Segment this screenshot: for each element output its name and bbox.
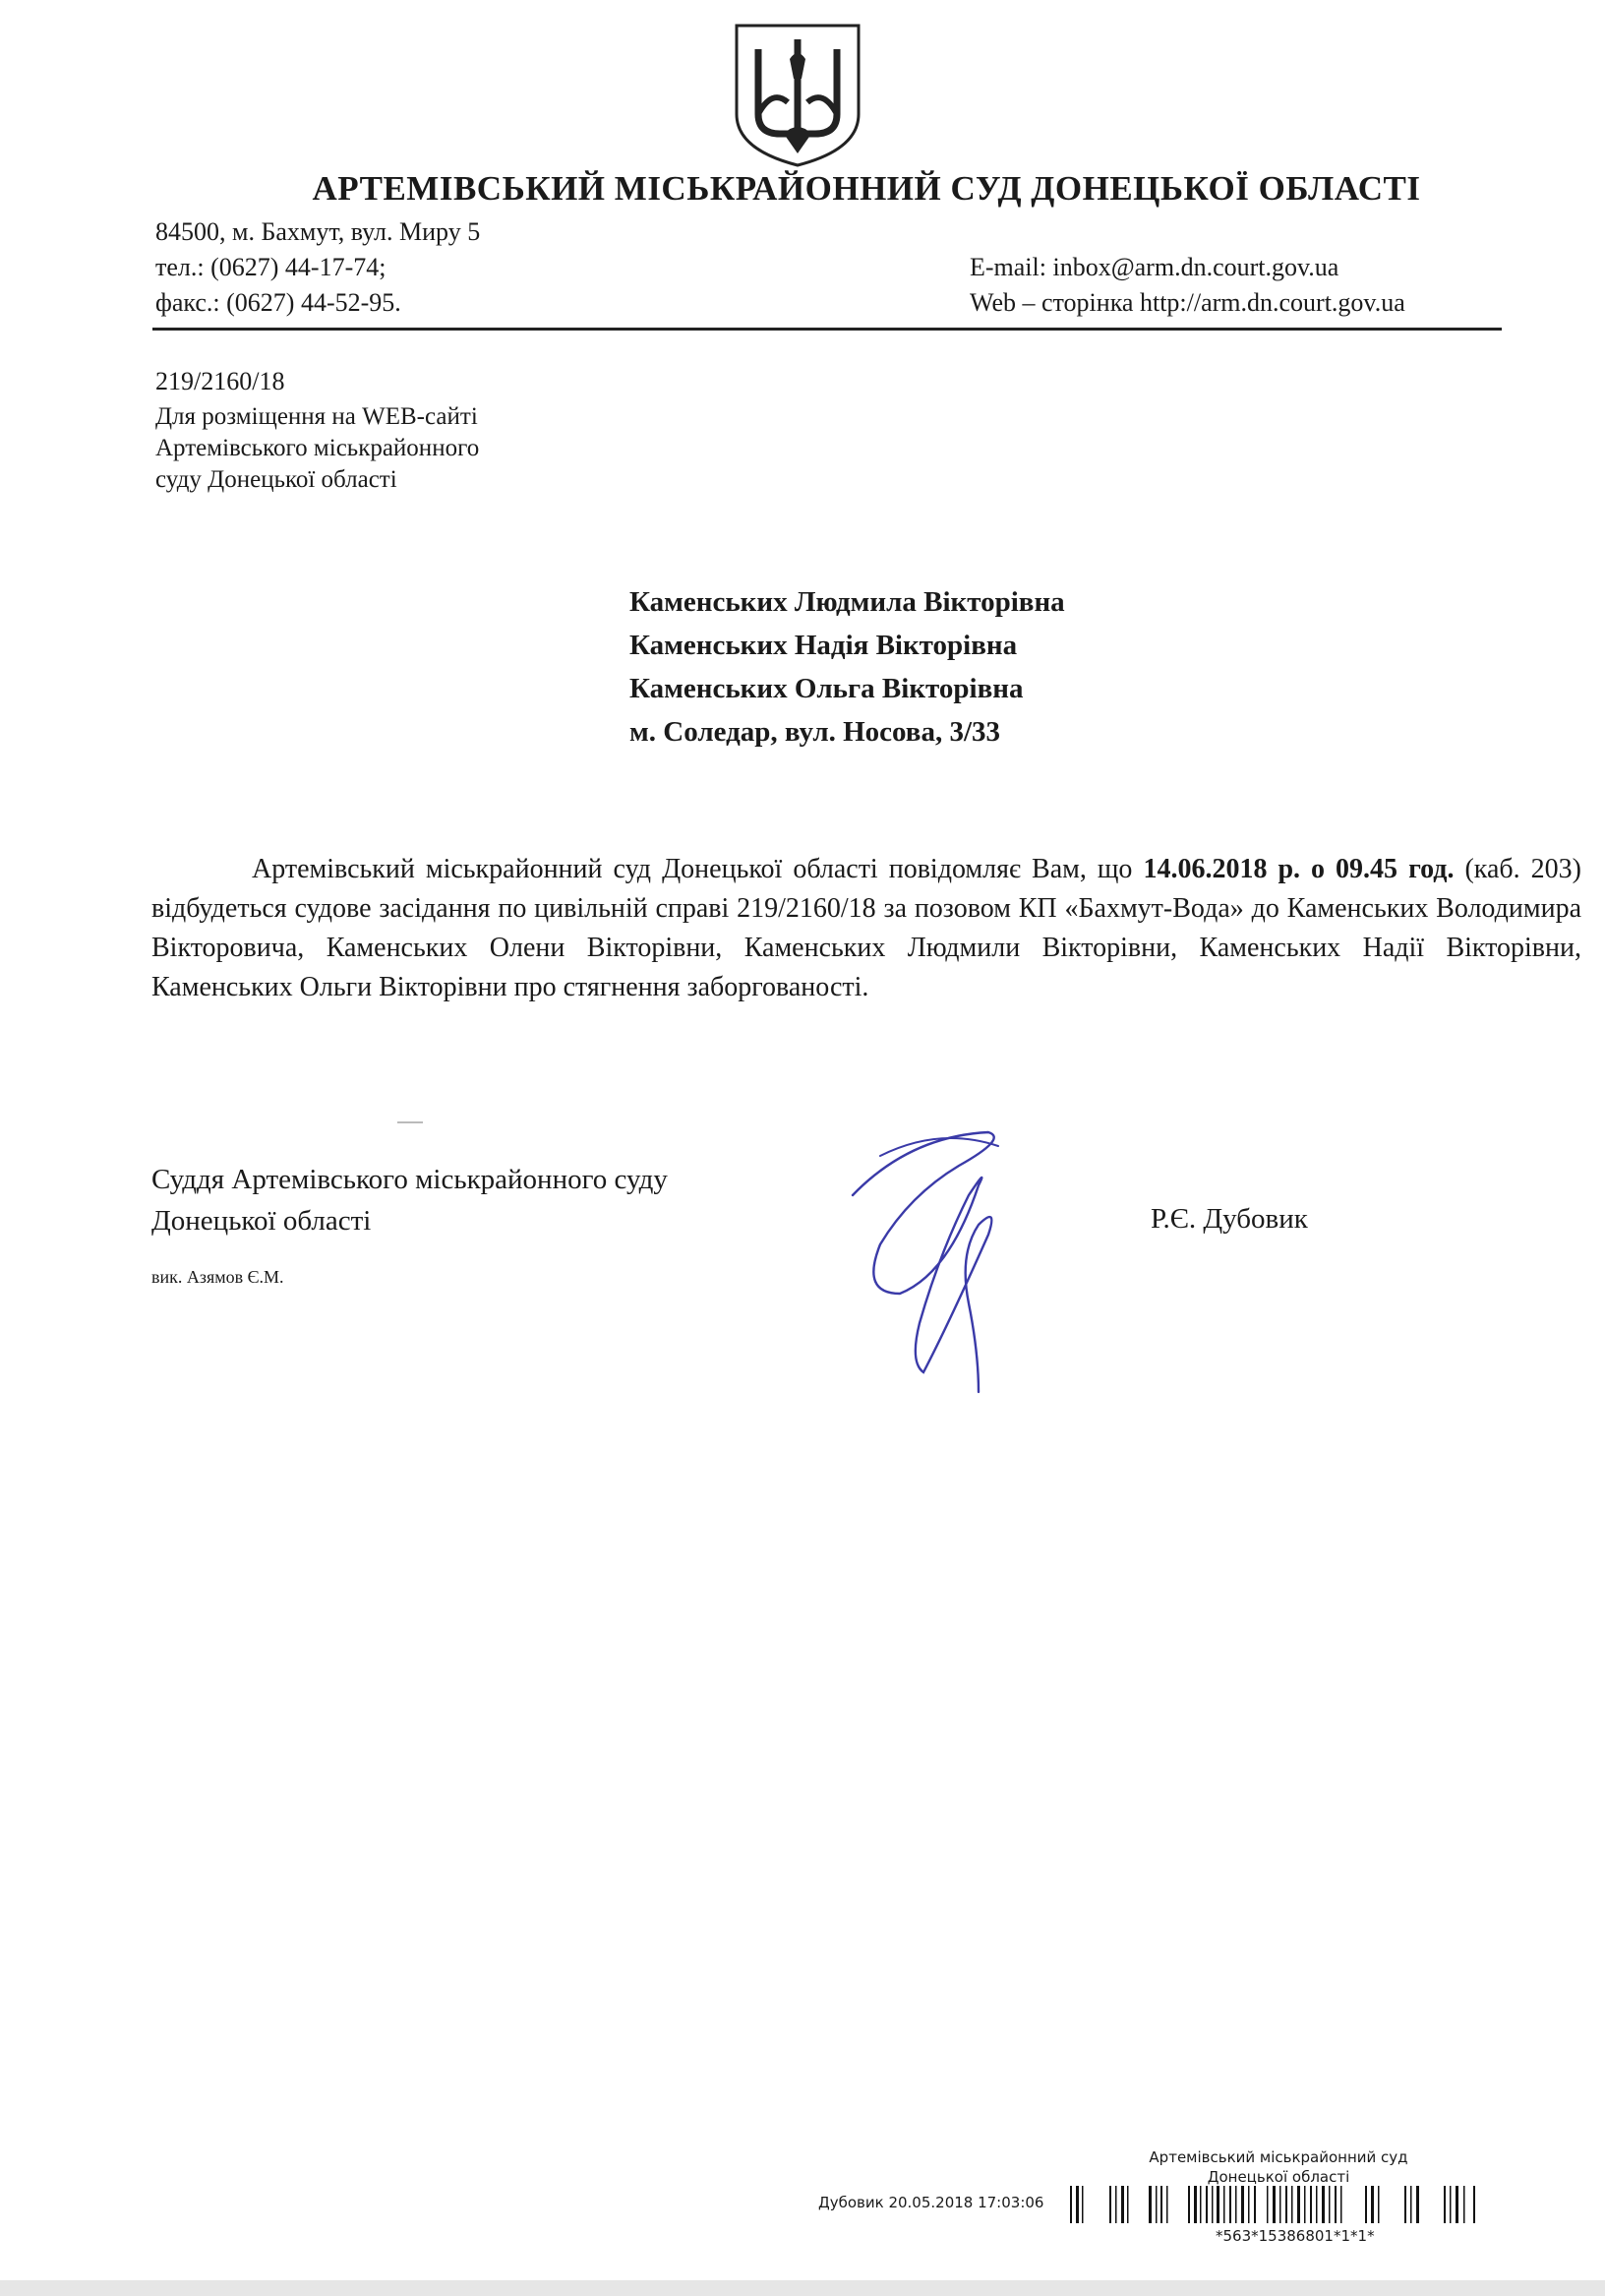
meta-block (155, 366, 479, 496)
purpose-line: Артемівського міськрайонного (155, 435, 480, 461)
court-phone: тел.: (0627) 44-17-74; (155, 253, 386, 281)
court-website: Web – сторінка http://arm.dn.court.gov.ua (970, 288, 1405, 317)
recipient: Каменських Ольга Вікторівна (629, 673, 1024, 704)
recipient: Каменських Надія Вікторівна (629, 630, 1018, 661)
contacts-right (970, 250, 1405, 321)
scan-mark (397, 1121, 423, 1123)
barcode-icon (1070, 2186, 1479, 2223)
notice-text: Артемівський міськрайонний суд Донецької області повідомляє Вам, що (252, 854, 1144, 884)
executor-note: вик. Азямов Є.М. (151, 1267, 284, 1287)
court-address: 84500, м. Бахмут, вул. Миру 5 (155, 217, 481, 246)
registration-info: Дубовик 20.05.2018 17:03:06 (818, 2194, 1044, 2211)
signer-title-line: Суддя Артемівського міськрайонного суду (151, 1164, 668, 1195)
stamp-court-line: Артемівський міськрайонний суд (1149, 2148, 1408, 2166)
recipients-block (629, 580, 1065, 754)
hearing-datetime: 14.06.2018 р. о 09.45 год. (1143, 854, 1455, 884)
court-fax: факс.: (0627) 44-52-95. (155, 288, 401, 317)
barcode-number: *563*15386801*1*1* (1216, 2227, 1375, 2245)
signer-title-line: Донецької області (151, 1205, 372, 1237)
judge-name: Р.Є. Дубовик (1151, 1203, 1308, 1235)
notice-body (151, 850, 1581, 1007)
case-number: 219/2160/18 (155, 367, 285, 395)
purpose-line: Для розміщення на WEB-сайті (155, 403, 478, 430)
recipient-address: м. Соледар, вул. Носова, 3/33 (629, 716, 1001, 748)
registry-stamp (1121, 2147, 1436, 2187)
contacts-left (155, 214, 480, 321)
purpose-line: суду Донецької області (155, 466, 397, 493)
signer-title (151, 1159, 668, 1241)
header-divider (152, 328, 1502, 331)
page-edge (0, 2280, 1605, 2296)
coat-of-arms-icon (729, 20, 866, 169)
court-title: АРТЕМІВСЬКИЙ МІСЬКРАЙОННИЙ СУД ДОНЕЦЬКОЇ ОБЛАСТІ (312, 169, 1421, 208)
handwritten-signature (841, 1126, 1013, 1397)
notice-text: (каб. 203) відбудеться судове засідання по цивільній справі 219/2160/18 за позовом КП «Бахмут-Вода» до Каменських Володимира Вікторовича, Каменських Олени Вікторівни, Каменських Людмили Вікторівни, Каменських Надії Вікторівни, Каменських Ольги Вікторівни про стягнення заборгованості. (151, 854, 1581, 1002)
recipient: Каменських Людмила Вікторівна (629, 586, 1065, 618)
stamp-court-line: Донецької області (1207, 2168, 1350, 2186)
court-email: E-mail: inbox@arm.dn.court.gov.ua (970, 253, 1339, 281)
